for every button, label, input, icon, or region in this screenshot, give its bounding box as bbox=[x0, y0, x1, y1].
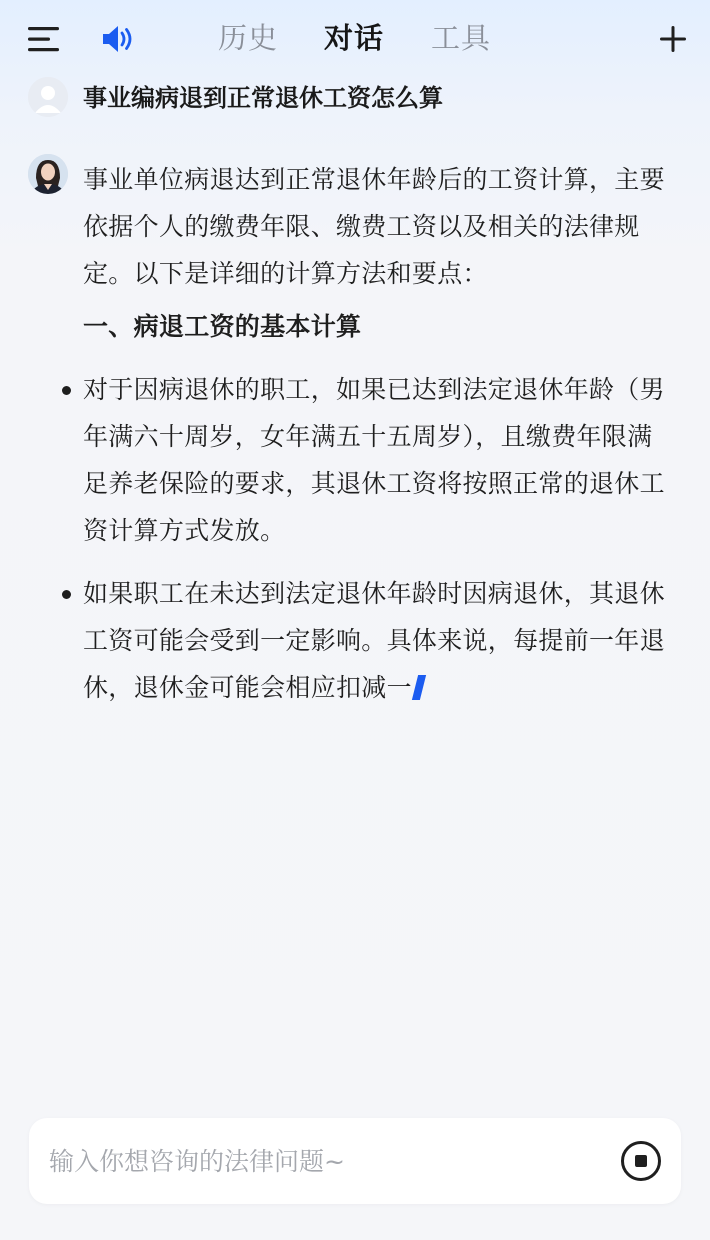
user-icon bbox=[28, 77, 68, 117]
answer-bullet-list bbox=[83, 366, 673, 711]
plus-icon[interactable] bbox=[656, 22, 690, 56]
list-item: 对于因病退休的职工，如果已达到法定退休年龄（男年满六十周岁，女年满五十五周岁），且缴费年限满足养老保险的要求，其退休工资将按照正常的退休工资计算方式发放。 bbox=[83, 366, 673, 554]
list-item: 如果职工在未达到法定退休年龄时因病退休，其退休工资可能会受到一定影响。具体来说，每提前一年退休，退休金可能会相应扣减一 bbox=[83, 570, 673, 711]
assistant-avatar bbox=[28, 154, 68, 194]
chat-input-bar bbox=[29, 1118, 681, 1204]
tab-tools[interactable]: 工具 bbox=[431, 21, 492, 55]
menu-icon[interactable] bbox=[28, 24, 62, 54]
tab-chat[interactable]: 对话 bbox=[324, 21, 385, 55]
stop-generation-button[interactable] bbox=[621, 1141, 661, 1181]
assistant-answer bbox=[83, 156, 673, 727]
stop-icon bbox=[635, 1155, 647, 1167]
assistant-portrait-icon bbox=[28, 154, 68, 194]
answer-section-title: 一、病退工资的基本计算 bbox=[83, 312, 362, 341]
answer-intro: 事业单位病退达到正常退休年龄后的工资计算，主要依据个人的缴费年限、缴费工资以及相关的法律规定。以下是详细的计算方法和要点： bbox=[83, 165, 665, 288]
speaker-icon[interactable] bbox=[100, 22, 136, 56]
user-question: 事业编病退到正常退休工资怎么算 bbox=[83, 84, 443, 112]
top-nav bbox=[0, 0, 710, 76]
user-avatar bbox=[28, 77, 68, 117]
tab-history[interactable]: 历史 bbox=[218, 21, 279, 55]
typing-cursor bbox=[412, 675, 426, 700]
question-input[interactable] bbox=[49, 1138, 589, 1184]
